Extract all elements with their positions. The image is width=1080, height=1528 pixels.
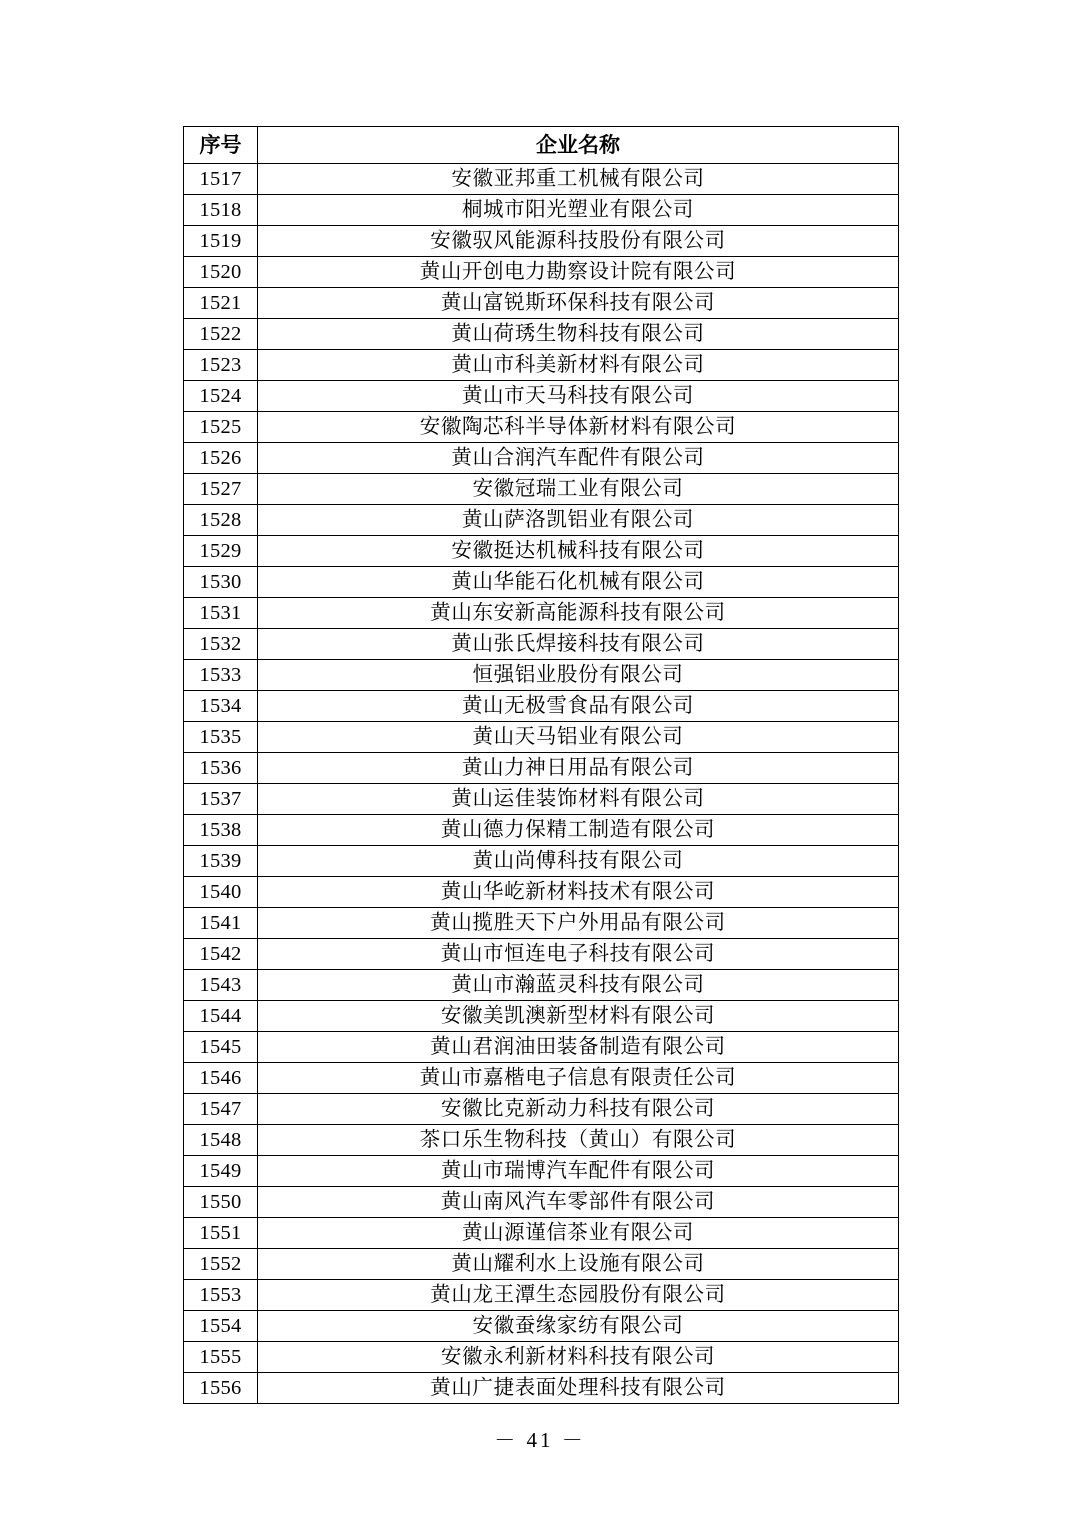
- cell-index: 1523: [184, 350, 258, 381]
- cell-index: 1546: [184, 1063, 258, 1094]
- table-row: [184, 1249, 899, 1280]
- cell-index: 1542: [184, 939, 258, 970]
- cell-company-name: 黄山市恒连电子科技有限公司: [258, 939, 899, 970]
- cell-index: 1547: [184, 1094, 258, 1125]
- cell-company-name: 黄山无极雪食品有限公司: [258, 691, 899, 722]
- cell-company-name: 安徽挺达机械科技有限公司: [258, 536, 899, 567]
- cell-index: 1525: [184, 412, 258, 443]
- cell-index: 1519: [184, 226, 258, 257]
- table-header: [184, 127, 899, 164]
- cell-index: 1538: [184, 815, 258, 846]
- cell-company-name: 黄山东安新高能源科技有限公司: [258, 598, 899, 629]
- cell-index: 1535: [184, 722, 258, 753]
- cell-company-name: 黄山运佳装饰材料有限公司: [258, 784, 899, 815]
- table-row: [184, 753, 899, 784]
- cell-index: 1550: [184, 1187, 258, 1218]
- cell-index: 1554: [184, 1311, 258, 1342]
- cell-company-name: 黄山揽胜天下户外用品有限公司: [258, 908, 899, 939]
- cell-company-name: 安徽比克新动力科技有限公司: [258, 1094, 899, 1125]
- cell-company-name: 恒强铝业股份有限公司: [258, 660, 899, 691]
- cell-index: 1521: [184, 288, 258, 319]
- table-row: [184, 877, 899, 908]
- cell-company-name: 黄山源谨信茶业有限公司: [258, 1218, 899, 1249]
- table-row: [184, 1280, 899, 1311]
- table-row: [184, 939, 899, 970]
- cell-company-name: 茶口乐生物科技（黄山）有限公司: [258, 1125, 899, 1156]
- table-row: [184, 319, 899, 350]
- column-header-name: 企业名称: [258, 127, 899, 164]
- table-row: [184, 505, 899, 536]
- table-row: [184, 629, 899, 660]
- cell-company-name: 安徽冠瑞工业有限公司: [258, 474, 899, 505]
- cell-index: 1531: [184, 598, 258, 629]
- cell-company-name: 黄山市天马科技有限公司: [258, 381, 899, 412]
- table-row: [184, 474, 899, 505]
- table-row: [184, 164, 899, 195]
- cell-company-name: 黄山耀利水上设施有限公司: [258, 1249, 899, 1280]
- table-row: [184, 1373, 899, 1404]
- cell-company-name: 安徽蚕缘家纺有限公司: [258, 1311, 899, 1342]
- cell-index: 1545: [184, 1032, 258, 1063]
- cell-company-name: 黄山市瀚蓝灵科技有限公司: [258, 970, 899, 1001]
- cell-company-name: 黄山荷琇生物科技有限公司: [258, 319, 899, 350]
- cell-index: 1553: [184, 1280, 258, 1311]
- cell-company-name: 安徽陶芯科半导体新材料有限公司: [258, 412, 899, 443]
- cell-index: 1532: [184, 629, 258, 660]
- cell-index: 1530: [184, 567, 258, 598]
- cell-company-name: 黄山萨洛凯铝业有限公司: [258, 505, 899, 536]
- cell-index: 1529: [184, 536, 258, 567]
- table-row: [184, 722, 899, 753]
- cell-index: 1533: [184, 660, 258, 691]
- table-row: [184, 1342, 899, 1373]
- cell-index: 1524: [184, 381, 258, 412]
- table-row: [184, 412, 899, 443]
- table-row: [184, 660, 899, 691]
- cell-company-name: 黄山力神日用品有限公司: [258, 753, 899, 784]
- table-row: [184, 815, 899, 846]
- table-row: [184, 1032, 899, 1063]
- table-row: [184, 226, 899, 257]
- cell-company-name: 黄山市瑞博汽车配件有限公司: [258, 1156, 899, 1187]
- table-row: [184, 1187, 899, 1218]
- table-row: [184, 350, 899, 381]
- cell-company-name: 黄山张氏焊接科技有限公司: [258, 629, 899, 660]
- cell-company-name: 黄山君润油田装备制造有限公司: [258, 1032, 899, 1063]
- cell-index: 1555: [184, 1342, 258, 1373]
- cell-index: 1556: [184, 1373, 258, 1404]
- cell-index: 1522: [184, 319, 258, 350]
- cell-index: 1551: [184, 1218, 258, 1249]
- cell-company-name: 安徽驭风能源科技股份有限公司: [258, 226, 899, 257]
- cell-index: 1544: [184, 1001, 258, 1032]
- cell-index: 1527: [184, 474, 258, 505]
- cell-company-name: 安徽永利新材料科技有限公司: [258, 1342, 899, 1373]
- page-number: － 41 －: [494, 1428, 586, 1452]
- cell-index: 1537: [184, 784, 258, 815]
- table-row: [184, 381, 899, 412]
- table-row: [184, 257, 899, 288]
- cell-index: 1540: [184, 877, 258, 908]
- table-row: [184, 970, 899, 1001]
- company-list-table: [183, 126, 899, 1404]
- table-row: [184, 195, 899, 226]
- table-row: [184, 846, 899, 877]
- cell-index: 1548: [184, 1125, 258, 1156]
- table-row: [184, 1311, 899, 1342]
- cell-index: 1526: [184, 443, 258, 474]
- table-row: [184, 1218, 899, 1249]
- cell-company-name: 黄山市科美新材料有限公司: [258, 350, 899, 381]
- cell-company-name: 黄山富锐斯环保科技有限公司: [258, 288, 899, 319]
- table-body: [184, 164, 899, 1404]
- cell-company-name: 安徽亚邦重工机械有限公司: [258, 164, 899, 195]
- table-row: [184, 691, 899, 722]
- cell-company-name: 黄山德力保精工制造有限公司: [258, 815, 899, 846]
- cell-index: 1534: [184, 691, 258, 722]
- table-row: [184, 567, 899, 598]
- cell-company-name: 黄山广捷表面处理科技有限公司: [258, 1373, 899, 1404]
- cell-company-name: 安徽美凯澳新型材料有限公司: [258, 1001, 899, 1032]
- table-row: [184, 536, 899, 567]
- table-row: [184, 598, 899, 629]
- cell-company-name: 黄山尚傅科技有限公司: [258, 846, 899, 877]
- cell-index: 1552: [184, 1249, 258, 1280]
- table-row: [184, 443, 899, 474]
- table-row: [184, 1094, 899, 1125]
- cell-index: 1518: [184, 195, 258, 226]
- table-row: [184, 908, 899, 939]
- cell-company-name: 黄山南风汽车零部件有限公司: [258, 1187, 899, 1218]
- column-header-index: 序号: [184, 127, 258, 164]
- cell-index: 1549: [184, 1156, 258, 1187]
- cell-company-name: 黄山合润汽车配件有限公司: [258, 443, 899, 474]
- table-header-row: [184, 127, 899, 164]
- table-row: [184, 1063, 899, 1094]
- cell-index: 1536: [184, 753, 258, 784]
- cell-index: 1528: [184, 505, 258, 536]
- table-row: [184, 288, 899, 319]
- table-row: [184, 784, 899, 815]
- cell-index: 1520: [184, 257, 258, 288]
- table-row: [184, 1125, 899, 1156]
- cell-index: 1543: [184, 970, 258, 1001]
- cell-company-name: 黄山天马铝业有限公司: [258, 722, 899, 753]
- cell-company-name: 黄山华屹新材料技术有限公司: [258, 877, 899, 908]
- cell-company-name: 黄山市嘉楷电子信息有限责任公司: [258, 1063, 899, 1094]
- cell-index: 1517: [184, 164, 258, 195]
- cell-company-name: 黄山华能石化机械有限公司: [258, 567, 899, 598]
- cell-company-name: 黄山龙王潭生态园股份有限公司: [258, 1280, 899, 1311]
- table-row: [184, 1001, 899, 1032]
- table-row: [184, 1156, 899, 1187]
- cell-company-name: 桐城市阳光塑业有限公司: [258, 195, 899, 226]
- cell-index: 1541: [184, 908, 258, 939]
- cell-index: 1539: [184, 846, 258, 877]
- cell-company-name: 黄山开创电力勘察设计院有限公司: [258, 257, 899, 288]
